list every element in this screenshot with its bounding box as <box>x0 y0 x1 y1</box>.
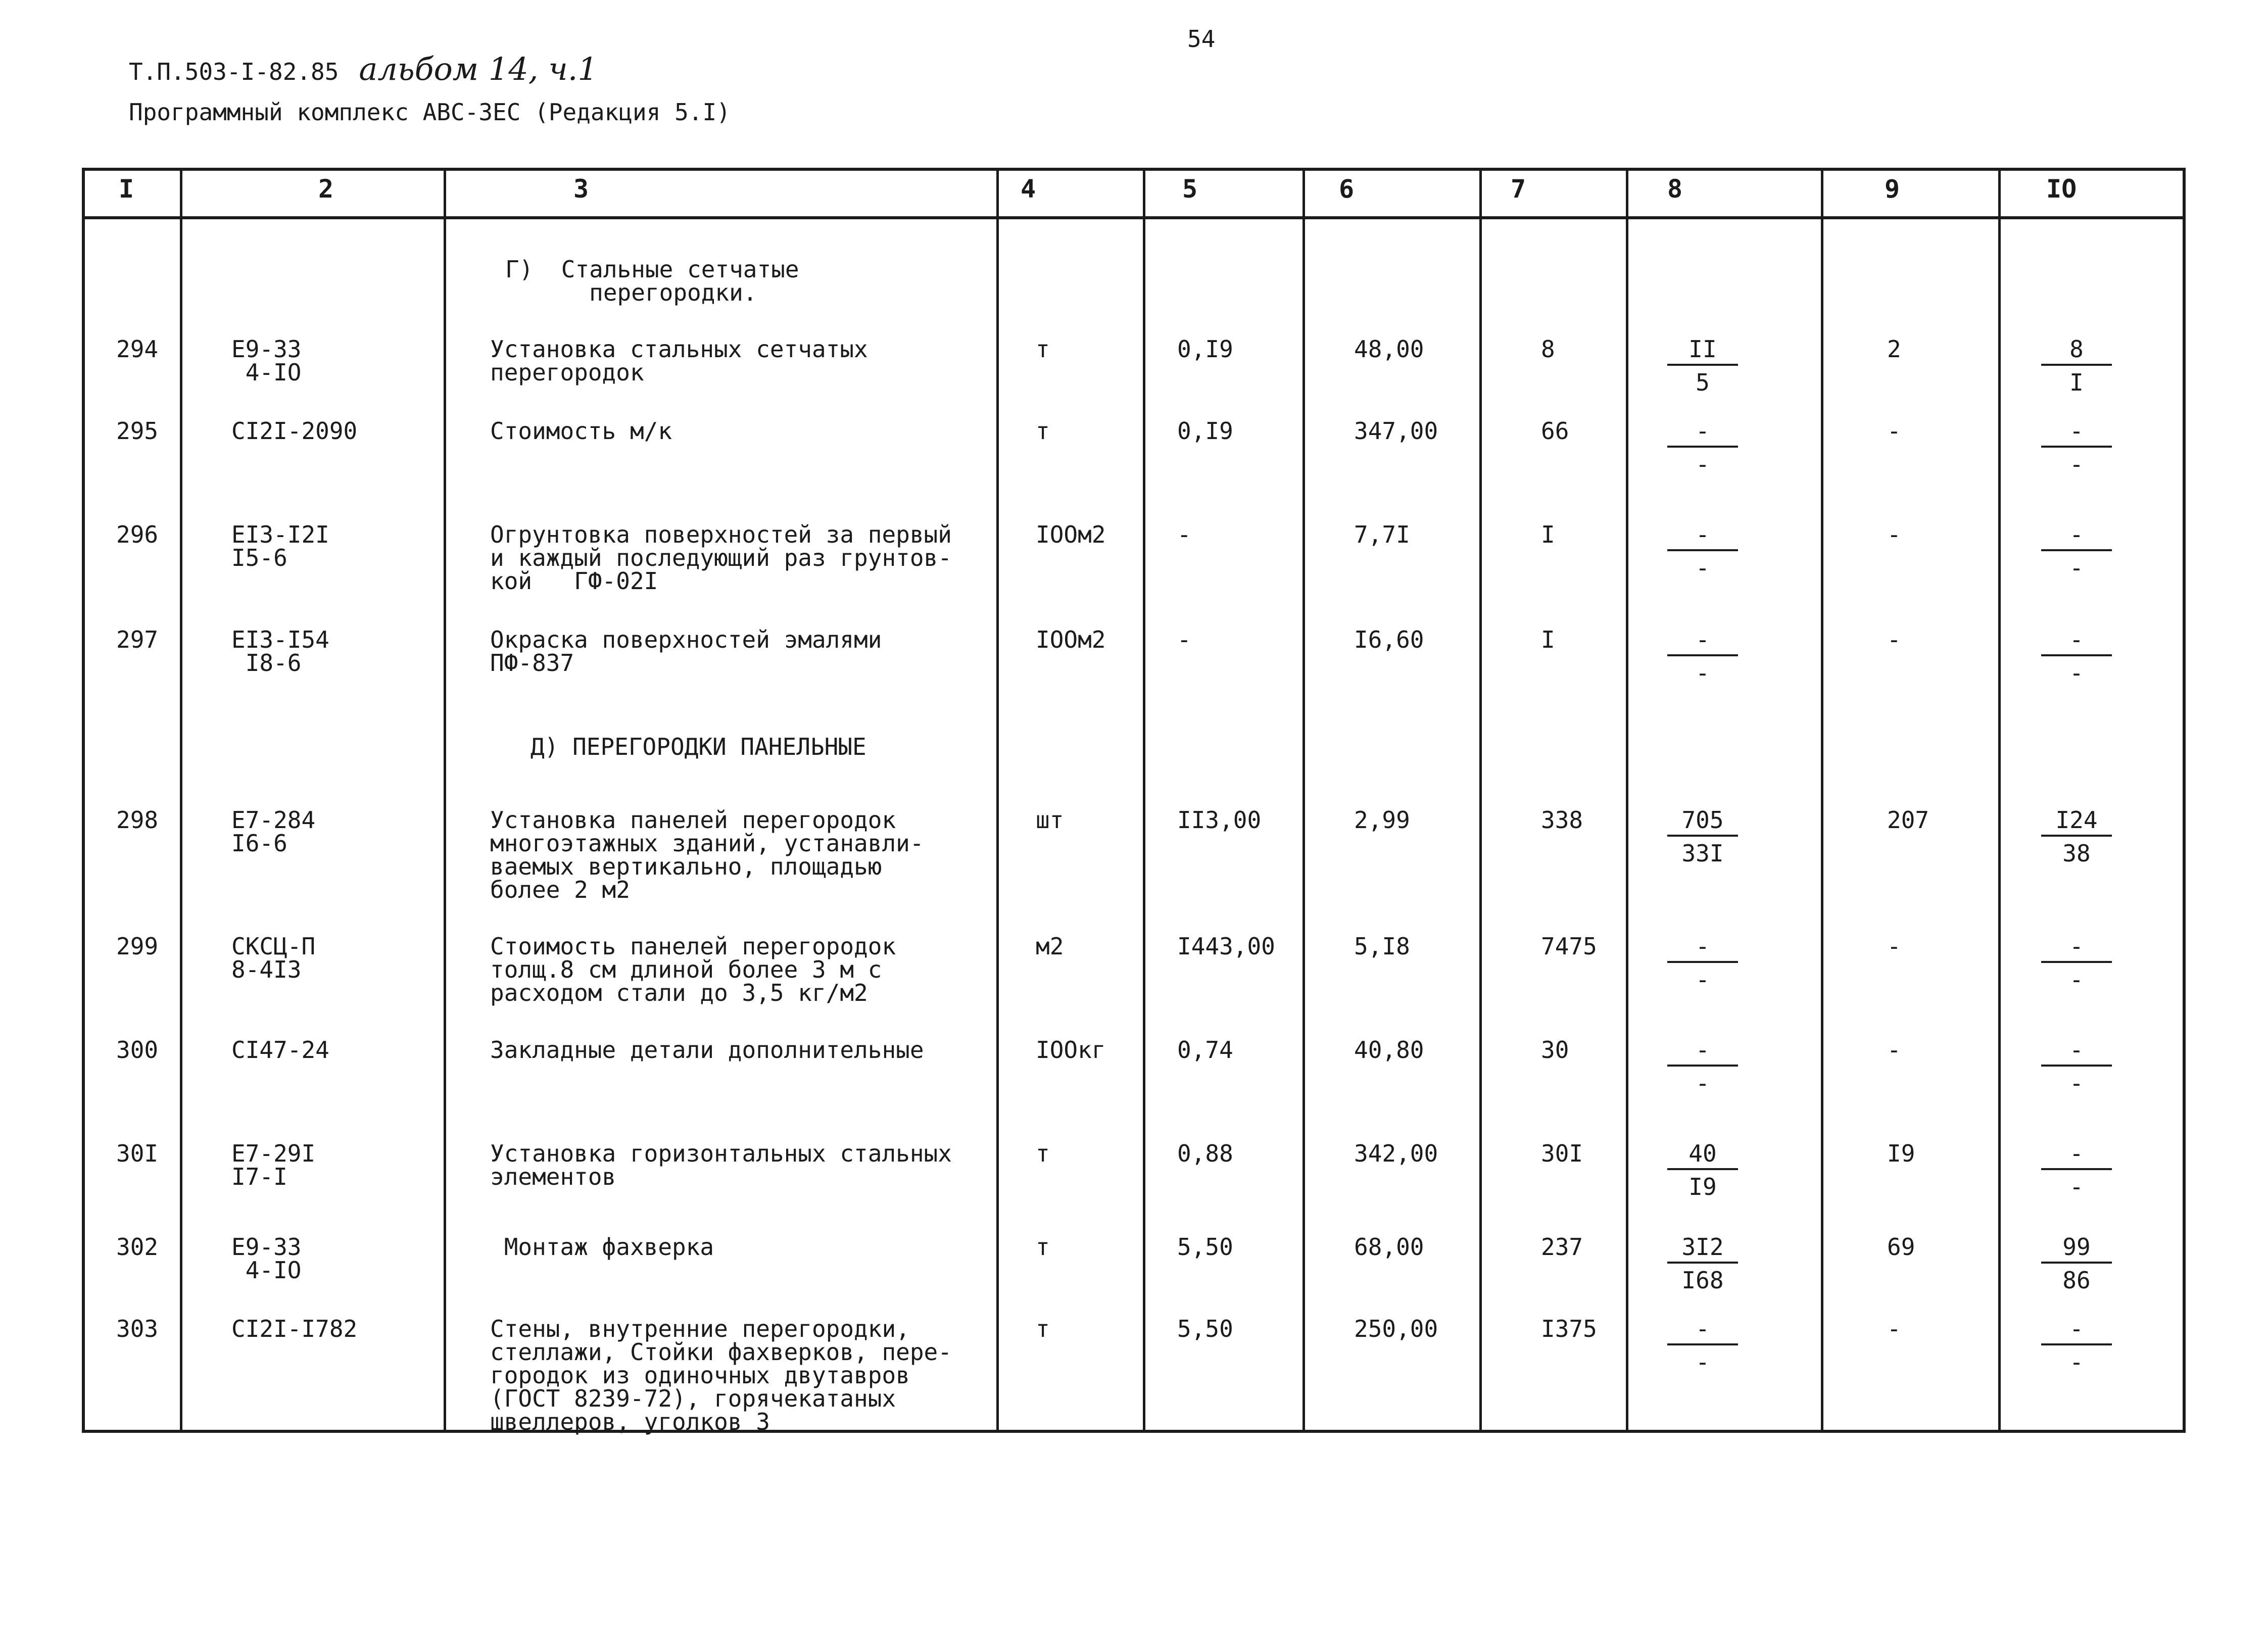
col10-fraction-denominator: - <box>2069 554 2084 582</box>
description-cell: Окраска поверхностей эмалями ПФ-837 <box>490 626 882 677</box>
col10-fraction <box>2041 523 2112 580</box>
total-cell: 237 <box>1541 1233 1583 1261</box>
col9-cell: - <box>1887 417 1901 445</box>
column-header: 7 <box>1511 174 1526 204</box>
col10-fraction-numerator: - <box>2041 1038 2112 1067</box>
row-number: 299 <box>116 933 159 960</box>
code-cell: E7-29I I7-I <box>231 1140 316 1190</box>
col10-fraction-denominator: - <box>2069 966 2084 993</box>
unit-cell: т <box>1036 1140 1050 1167</box>
price-cell: 250,00 <box>1354 1315 1438 1342</box>
row-number: 295 <box>116 417 159 445</box>
unit-cell: м2 <box>1036 933 1064 960</box>
column-header: IO <box>2046 174 2077 204</box>
col10-fraction-denominator: 38 <box>2062 840 2091 867</box>
total-cell: I <box>1541 626 1555 653</box>
description-cell: Установка панелей перегородок многоэтажных зданий, устанавли- ваемых вертикально, площадью более 2 м2 <box>490 806 924 903</box>
col9-cell: 207 <box>1887 806 1929 834</box>
col8-fraction-numerator: 705 <box>1667 808 1738 837</box>
col10-fraction-denominator: - <box>2069 1070 2084 1097</box>
code-cell: CI2I-2090 <box>231 417 358 445</box>
col8-fraction-numerator: - <box>1667 935 1738 963</box>
col10-fraction <box>2041 1317 2112 1374</box>
row-number: 303 <box>116 1315 159 1342</box>
unit-cell: т <box>1036 1233 1050 1261</box>
quantity-cell: 0,88 <box>1177 1140 1233 1167</box>
description-cell: Стоимость панелей перегородок толщ.8 см длиной более 3 м с расходом стали до 3,5 кг/м2 <box>490 933 896 1006</box>
col10-fraction-denominator: - <box>2069 659 2084 687</box>
col8-fraction-denominator: - <box>1696 451 1710 478</box>
description-cell: Установка горизонтальных стальных элементов <box>490 1140 952 1190</box>
quantity-cell: I443,00 <box>1177 933 1275 960</box>
description-cell: Огрунтовка поверхностей за первый и каждый последующий раз грунтов- кой ГФ-02I <box>490 521 952 595</box>
col10-fraction <box>2041 337 2112 394</box>
row-number: 30I <box>116 1140 159 1167</box>
document-code-line <box>129 51 598 87</box>
total-cell: 8 <box>1541 335 1555 363</box>
price-cell: 68,00 <box>1354 1233 1424 1261</box>
quantity-cell: 5,50 <box>1177 1233 1233 1261</box>
col8-fraction <box>1667 337 1738 394</box>
col8-fraction-denominator: - <box>1696 659 1710 687</box>
col10-fraction <box>2041 935 2112 991</box>
col8-fraction-denominator: - <box>1696 966 1710 993</box>
col8-fraction-denominator: I9 <box>1688 1173 1717 1200</box>
col10-fraction-numerator: I24 <box>2041 808 2112 837</box>
unit-cell: т <box>1036 335 1050 363</box>
column-header: 4 <box>1021 174 1036 204</box>
col8-fraction-numerator: - <box>1667 1038 1738 1067</box>
column-header: 9 <box>1885 174 1900 204</box>
col10-fraction-denominator: - <box>2069 451 2084 478</box>
col8-fraction-numerator: - <box>1667 523 1738 551</box>
col8-fraction <box>1667 419 1738 476</box>
col8-fraction-denominator: I68 <box>1681 1267 1724 1294</box>
row-number: 300 <box>116 1036 159 1064</box>
unit-cell: IOOм2 <box>1036 626 1106 653</box>
col8-fraction-denominator: 33I <box>1681 840 1724 867</box>
col10-fraction-denominator: - <box>2069 1348 2084 1376</box>
column-header: 2 <box>318 174 334 204</box>
col9-cell: 2 <box>1887 335 1901 363</box>
price-cell: I6,60 <box>1354 626 1424 653</box>
col10-fraction <box>2041 1038 2112 1095</box>
unit-cell: IOOм2 <box>1036 521 1106 548</box>
column-rule <box>180 168 182 1433</box>
total-cell: I <box>1541 521 1555 548</box>
col10-fraction <box>2041 1235 2112 1292</box>
section-heading: Г) Стальные сетчатые перегородки. <box>505 256 799 306</box>
col8-fraction-numerator: - <box>1667 419 1738 448</box>
price-cell: 2,99 <box>1354 806 1410 834</box>
col10-fraction-numerator: 99 <box>2041 1235 2112 1264</box>
col9-cell: - <box>1887 521 1901 548</box>
quantity-cell: II3,00 <box>1177 806 1262 834</box>
col8-fraction <box>1667 628 1738 685</box>
col8-fraction <box>1667 808 1738 865</box>
unit-cell: т <box>1036 417 1050 445</box>
column-header: 5 <box>1182 174 1198 204</box>
code-cell: E9-33 4-IO <box>231 335 302 386</box>
column-rule <box>1998 168 2001 1433</box>
col8-fraction-numerator: - <box>1667 628 1738 656</box>
unit-cell: т <box>1036 1315 1050 1342</box>
col8-fraction <box>1667 1038 1738 1095</box>
col9-cell: - <box>1887 1315 1901 1342</box>
col8-fraction <box>1667 523 1738 580</box>
row-number: 302 <box>116 1233 159 1261</box>
row-number: 294 <box>116 335 159 363</box>
row-number: 296 <box>116 521 159 548</box>
quantity-cell: - <box>1177 521 1191 548</box>
column-header: 8 <box>1667 174 1683 204</box>
description-cell: Закладные детали дополнительные <box>490 1036 924 1064</box>
price-cell: 347,00 <box>1354 417 1438 445</box>
description-cell: Установка стальных сетчатых перегородок <box>490 335 868 386</box>
col9-cell: - <box>1887 1036 1901 1064</box>
col8-fraction-numerator: - <box>1667 1317 1738 1345</box>
column-rule <box>1821 168 1823 1433</box>
col8-fraction <box>1667 935 1738 991</box>
column-header: 3 <box>573 174 589 204</box>
col8-fraction <box>1667 1317 1738 1374</box>
unit-cell: IOOкг <box>1036 1036 1106 1064</box>
col10-fraction-denominator: I <box>2069 369 2084 396</box>
total-cell: 66 <box>1541 417 1569 445</box>
column-rule <box>1302 168 1305 1433</box>
total-cell: 30 <box>1541 1036 1569 1064</box>
table-frame <box>82 168 2186 1433</box>
price-cell: 5,I8 <box>1354 933 1410 960</box>
section-heading: Д) ПЕРЕГОРОДКИ ПАНЕЛЬНЫЕ <box>530 733 866 760</box>
code-cell: EI3-I2I I5-6 <box>231 521 329 571</box>
col10-fraction-numerator: - <box>2041 628 2112 656</box>
col8-fraction-numerator: 40 <box>1667 1142 1738 1170</box>
column-header: I <box>119 174 134 204</box>
total-cell: 30I <box>1541 1140 1583 1167</box>
price-cell: 342,00 <box>1354 1140 1438 1167</box>
col8-fraction-denominator: 5 <box>1696 369 1710 396</box>
page-number: 54 <box>1187 25 1216 53</box>
description-cell: Монтаж фахверка <box>490 1233 714 1261</box>
col8-fraction-numerator: 3I2 <box>1667 1235 1738 1264</box>
col8-fraction-denominator: - <box>1696 554 1710 582</box>
handwritten-note: альбом 14, ч.1 <box>359 51 598 87</box>
code-cell: СКСЦ-П 8-4I3 <box>231 933 316 983</box>
total-cell: 338 <box>1541 806 1583 834</box>
unit-cell: шт <box>1036 806 1064 834</box>
header-divider <box>82 216 2186 219</box>
program-title: Программный комплекс АВС-3ЕС (Редакция 5.I) <box>129 99 731 126</box>
total-cell: I375 <box>1541 1315 1597 1342</box>
column-rule <box>996 168 999 1433</box>
col9-cell: - <box>1887 933 1901 960</box>
column-rule <box>1479 168 1482 1433</box>
total-cell: 7475 <box>1541 933 1597 960</box>
code-cell: CI2I-I782 <box>231 1315 358 1342</box>
document-code: Т.П.503-I-82.85 <box>129 58 339 85</box>
quantity-cell: 0,74 <box>1177 1036 1233 1064</box>
description-cell: Стены, внутренние перегородки, стеллажи, Стойки фахверков, пере- городок из одиночных двутавров (ГОСТ 8239-72), горячекатаных швеллеров, уголков 3 <box>490 1315 952 1435</box>
col10-fraction-numerator: - <box>2041 935 2112 963</box>
code-cell: E7-284 I6-6 <box>231 806 316 857</box>
col10-fraction-numerator: 8 <box>2041 337 2112 366</box>
col10-fraction-numerator: - <box>2041 1317 2112 1345</box>
quantity-cell: 0,I9 <box>1177 417 1233 445</box>
code-cell: EI3-I54 I8-6 <box>231 626 329 677</box>
column-rule <box>1143 168 1145 1433</box>
description-cell: Стоимость м/к <box>490 417 672 445</box>
price-cell: 40,80 <box>1354 1036 1424 1064</box>
col10-fraction <box>2041 808 2112 865</box>
col8-fraction-numerator: II <box>1667 337 1738 366</box>
col9-cell: I9 <box>1887 1140 1915 1167</box>
col9-cell: - <box>1887 626 1901 653</box>
col8-fraction <box>1667 1235 1738 1292</box>
quantity-cell: 0,I9 <box>1177 335 1233 363</box>
col9-cell: 69 <box>1887 1233 1915 1261</box>
code-cell: E9-33 4-IO <box>231 1233 302 1284</box>
column-rule <box>1626 168 1628 1433</box>
col10-fraction-numerator: - <box>2041 419 2112 448</box>
code-cell: CI47-24 <box>231 1036 329 1064</box>
col10-fraction-numerator: - <box>2041 1142 2112 1170</box>
column-header: 6 <box>1339 174 1355 204</box>
col10-fraction-denominator: 86 <box>2062 1267 2091 1294</box>
col8-fraction-denominator: - <box>1696 1348 1710 1376</box>
price-cell: 7,7I <box>1354 521 1410 548</box>
price-cell: 48,00 <box>1354 335 1424 363</box>
row-number: 298 <box>116 806 159 834</box>
col10-fraction <box>2041 419 2112 476</box>
col8-fraction-denominator: - <box>1696 1070 1710 1097</box>
row-number: 297 <box>116 626 159 653</box>
col10-fraction <box>2041 1142 2112 1198</box>
quantity-cell: 5,50 <box>1177 1315 1233 1342</box>
col8-fraction <box>1667 1142 1738 1198</box>
col10-fraction-denominator: - <box>2069 1173 2084 1200</box>
col10-fraction <box>2041 628 2112 685</box>
quantity-cell: - <box>1177 626 1191 653</box>
col10-fraction-numerator: - <box>2041 523 2112 551</box>
column-rule <box>444 168 446 1433</box>
